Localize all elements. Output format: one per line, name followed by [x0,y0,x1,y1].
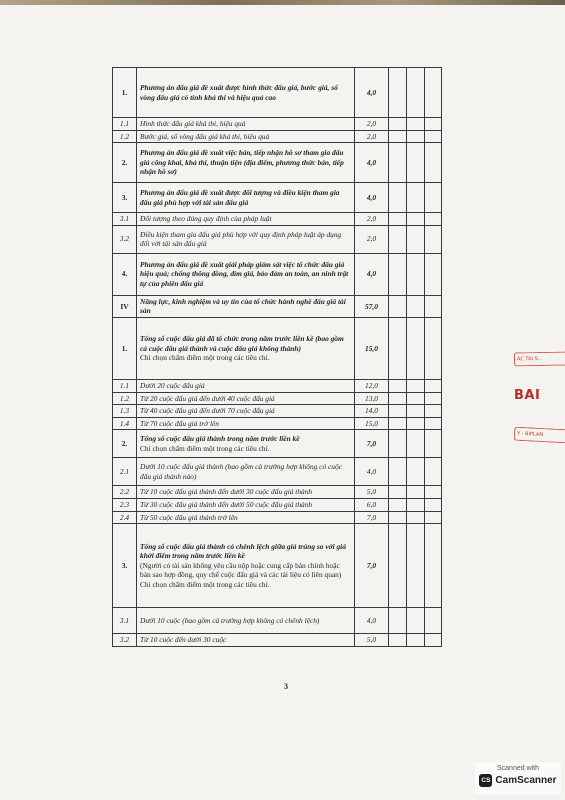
score-entry-cell[interactable] [407,392,425,405]
criterion-note: Chỉ chọn chấm điểm một trong các tiêu chí. [140,443,270,453]
row-criterion [137,118,355,131]
score-entry-cell[interactable] [425,295,442,317]
score-entry-cell[interactable] [425,379,442,392]
row-criterion [137,392,355,405]
score-entry-cell[interactable] [407,379,425,392]
score-entry-cell[interactable] [389,392,407,405]
row-max-score: 6,0 [355,498,389,511]
score-entry-cell[interactable] [425,498,442,511]
score-entry-cell[interactable] [407,317,425,379]
table-row [113,608,442,634]
criterion-text: Tổng số cuộc đấu giá thành có chênh lệch giữa giá trúng so với giá khởi điểm trong năm trước liền kề [140,541,346,561]
score-entry-cell[interactable] [389,608,407,634]
score-entry-cell[interactable] [407,68,425,118]
row-max-score: 2,0 [355,118,389,131]
score-entry-cell[interactable] [407,225,425,253]
score-entry-cell[interactable] [389,430,407,458]
row-number: 2. [113,143,137,183]
score-entry-cell[interactable] [425,430,442,458]
score-entry-cell[interactable] [407,130,425,143]
score-entry-cell[interactable] [425,511,442,524]
watermark-brand [475,774,561,787]
row-max-score: 7,0 [355,524,389,608]
table-row [113,143,442,183]
row-number: IV [113,295,137,317]
row-max-score: 5,0 [355,486,389,499]
camscanner-logo-icon: CS [479,774,492,787]
criterion-text: Phương án đấu giá đề xuất việc bán, tiếp nhận hồ sơ tham gia đấu giá công khai, khả thi, thuận tiện (địa điểm, phương thức bán, tiếp nhận hồ sơ) [140,148,344,177]
score-entry-cell[interactable] [425,634,442,647]
row-max-score: 4,0 [355,608,389,634]
score-entry-cell[interactable] [407,118,425,131]
table-row [113,295,442,317]
scoring-table-container [112,67,441,647]
score-entry-cell[interactable] [425,225,442,253]
score-entry-cell[interactable] [407,458,425,486]
criterion-text: Phương án đấu giá đề xuất giải pháp giám sát việc tổ chức đấu giá hiệu quả; chống thông đồng, dìm giá, bảo đảm an toàn, an ninh trật tự của phiên đấu giá [140,259,349,289]
score-entry-cell[interactable] [425,130,442,143]
score-entry-cell[interactable] [389,225,407,253]
row-criterion [137,213,355,226]
score-entry-cell[interactable] [425,608,442,634]
table-row [113,118,442,131]
row-max-score: 7,0 [355,430,389,458]
score-entry-cell[interactable] [389,498,407,511]
criterion-text: Tổng số cuộc đấu giá đã tổ chức trong năm trước liền kề (bao gồm cả cuộc đấu giá thành và cuộc đấu giá không thành) [140,334,344,353]
criterion-text: Phương án đấu giá đề xuất được hình thức đấu giá, bước giá, số vòng đấu giá có tính khả thi và hiệu quả cao [140,82,338,102]
row-number: 1.2 [113,392,137,405]
score-entry-cell[interactable] [407,183,425,213]
score-entry-cell[interactable] [425,118,442,131]
side-stamp-bottom: Y - BIPLAN [514,427,565,444]
criterion-text: Phương án đấu giá đề xuất được đối tượng và điều kiện tham gia đấu giá phù hợp với tài sản đấu giá [140,188,340,207]
row-max-score: 4,0 [355,458,389,486]
score-entry-cell[interactable] [407,486,425,499]
row-criterion [137,458,355,486]
score-entry-cell[interactable] [425,405,442,418]
table-row [113,213,442,226]
criterion-text: Dưới 10 cuộc (bao gồm cả trường hợp không có chênh lệch) [140,615,320,625]
score-entry-cell[interactable] [425,68,442,118]
table-row [113,183,442,213]
score-entry-cell[interactable] [425,183,442,213]
score-entry-cell[interactable] [425,213,442,226]
score-entry-cell[interactable] [389,130,407,143]
row-max-score: 5,0 [355,634,389,647]
score-entry-cell[interactable] [389,417,407,430]
score-entry-cell[interactable] [389,68,407,118]
table-row [113,430,442,458]
criterion-text: Đối tượng theo đúng quy định của pháp luật [140,214,272,224]
table-row [113,317,442,379]
table-row [113,458,442,486]
criterion-text: Từ 10 cuộc đấu giá thành đến dưới 30 cuộc đấu giá thành [140,487,313,497]
score-entry-cell[interactable] [407,417,425,430]
score-entry-cell[interactable] [389,379,407,392]
row-max-score: 13,0 [355,392,389,405]
row-max-score: 4,0 [355,253,389,295]
row-number: 3. [113,524,137,608]
row-criterion [137,498,355,511]
table-row [113,130,442,143]
score-entry-cell[interactable] [389,511,407,524]
table-row [113,634,442,647]
row-number: 2.4 [113,511,137,524]
row-number: 1. [113,68,137,118]
score-entry-cell[interactable] [389,183,407,213]
score-entry-cell[interactable] [407,511,425,524]
criterion-text: Từ 40 cuộc đấu giá đến dưới 70 cuộc đấu giá [140,406,275,416]
score-entry-cell[interactable] [389,213,407,226]
criterion-text: Điều kiện tham gia đấu giá phù hợp với quy định pháp luật áp dụng đối với tài sản đấu giá [140,229,342,249]
criterion-text: Năng lực, kinh nghiệm và uy tín của tổ chức hành nghề đấu giá tài sản [140,296,346,316]
row-criterion [137,405,355,418]
table-row [113,417,442,430]
score-entry-cell[interactable] [407,213,425,226]
row-number: 1.4 [113,417,137,430]
row-criterion [137,317,355,379]
row-number: 3.1 [113,608,137,634]
score-entry-cell[interactable] [425,143,442,183]
criterion-note: Chỉ chọn chấm điểm một trong các tiêu chí. [140,353,270,363]
row-criterion [137,430,355,458]
side-stamp-top: ÁC TÀI S.. [514,352,565,367]
score-entry-cell[interactable] [407,295,425,317]
score-entry-cell[interactable] [425,524,442,608]
score-entry-cell[interactable] [407,608,425,634]
row-criterion [137,183,355,213]
table-body [113,68,442,647]
row-max-score: 4,0 [355,68,389,118]
row-max-score: 2,0 [355,213,389,226]
score-entry-cell[interactable] [389,486,407,499]
row-criterion [137,608,355,634]
row-criterion [137,295,355,317]
criterion-text: Tổng số cuộc đấu giá thành trong năm trước liền kề [140,434,300,444]
row-number: 1.2 [113,130,137,143]
criterion-text: Dưới 10 cuộc đấu giá thành (bao gồm cả trường hợp không có cuộc đấu giá thành nào) [140,462,342,481]
row-max-score: 7,0 [355,511,389,524]
score-entry-cell[interactable] [389,118,407,131]
criterion-text: Từ 20 cuộc đấu giá đến dưới 40 cuộc đấu giá [140,393,275,403]
row-max-score: 4,0 [355,143,389,183]
score-entry-cell[interactable] [425,317,442,379]
row-number: 2.3 [113,498,137,511]
table-row [113,511,442,524]
score-entry-cell[interactable] [407,634,425,647]
row-max-score: 12,0 [355,379,389,392]
page-number: 3 [284,682,288,691]
row-criterion [137,417,355,430]
row-criterion [137,130,355,143]
score-entry-cell[interactable] [389,405,407,418]
criterion-text: Từ 30 cuộc đấu giá thành đến dưới 50 cuộc đấu giá thành [140,499,313,509]
criterion-text: Bước giá, số vòng đấu giá khả thi, hiệu quả [140,131,270,141]
row-max-score: 2,0 [355,130,389,143]
row-number: 2.2 [113,486,137,499]
criterion-note: (Người có tài sản không yêu cầu nộp hoặc cung cấp bản chính hoặc bản sao hợp đồng, quy chế cuộc đấu giá và các tài liệu có liên quan) [140,560,342,580]
table-row [113,405,442,418]
table-row [113,253,442,295]
score-entry-cell[interactable] [389,634,407,647]
score-entry-cell[interactable] [389,317,407,379]
row-max-score: 2,0 [355,225,389,253]
score-entry-cell[interactable] [407,498,425,511]
score-entry-cell[interactable] [389,524,407,608]
score-entry-cell[interactable] [389,458,407,486]
score-entry-cell[interactable] [425,417,442,430]
criterion-text: Từ 10 cuộc đến dưới 30 cuộc [140,635,227,645]
table-row [113,498,442,511]
row-criterion [137,143,355,183]
row-number: 1. [113,317,137,379]
score-entry-cell[interactable] [425,392,442,405]
criterion-text: Dưới 20 cuộc đấu giá [140,380,205,390]
row-criterion [137,379,355,392]
camscanner-watermark [475,762,561,794]
row-criterion [137,253,355,295]
row-max-score: 15,0 [355,317,389,379]
row-criterion [137,68,355,118]
row-max-score: 15,0 [355,417,389,430]
side-stamp-middle: BAI [514,388,541,403]
table-row [113,225,442,253]
row-max-score: 14,0 [355,405,389,418]
scan-top-edge [0,0,565,5]
row-number: 3.2 [113,225,137,253]
score-entry-cell[interactable] [407,524,425,608]
row-max-score: 57,0 [355,295,389,317]
criterion-note-2: Chỉ chọn chấm điểm một trong các tiêu chí. [140,580,270,590]
score-entry-cell[interactable] [425,486,442,499]
score-entry-cell[interactable] [407,405,425,418]
score-entry-cell[interactable] [389,143,407,183]
row-number: 2. [113,430,137,458]
criterion-text: Từ 50 cuộc đấu giá thành trở lên [140,512,238,522]
row-number: 3.2 [113,634,137,647]
score-entry-cell[interactable] [389,253,407,295]
row-number: 2.1 [113,458,137,486]
score-entry-cell[interactable] [407,253,425,295]
row-max-score: 4,0 [355,183,389,213]
score-entry-cell[interactable] [407,143,425,183]
table-row [113,392,442,405]
row-criterion [137,634,355,647]
row-number: 1.1 [113,118,137,131]
criterion-text: Hình thức đấu giá khả thi, hiệu quả [140,119,246,128]
row-criterion [137,225,355,253]
table-row [113,486,442,499]
scoring-table [112,67,442,647]
table-row [113,68,442,118]
score-entry-cell[interactable] [389,295,407,317]
row-number: 3. [113,183,137,213]
row-criterion [137,524,355,608]
row-criterion [137,486,355,499]
row-number: 1.3 [113,405,137,418]
score-entry-cell[interactable] [425,458,442,486]
score-entry-cell[interactable] [407,430,425,458]
row-number: 4. [113,253,137,295]
row-criterion [137,511,355,524]
table-row [113,524,442,608]
watermark-caption: Scanned with [496,765,540,772]
watermark-name: CamScanner [495,775,557,786]
row-number: 1.1 [113,379,137,392]
table-row [113,379,442,392]
criterion-text: Từ 70 cuộc đấu giá trở lên [140,418,220,428]
score-entry-cell[interactable] [425,253,442,295]
row-number: 3.1 [113,213,137,226]
